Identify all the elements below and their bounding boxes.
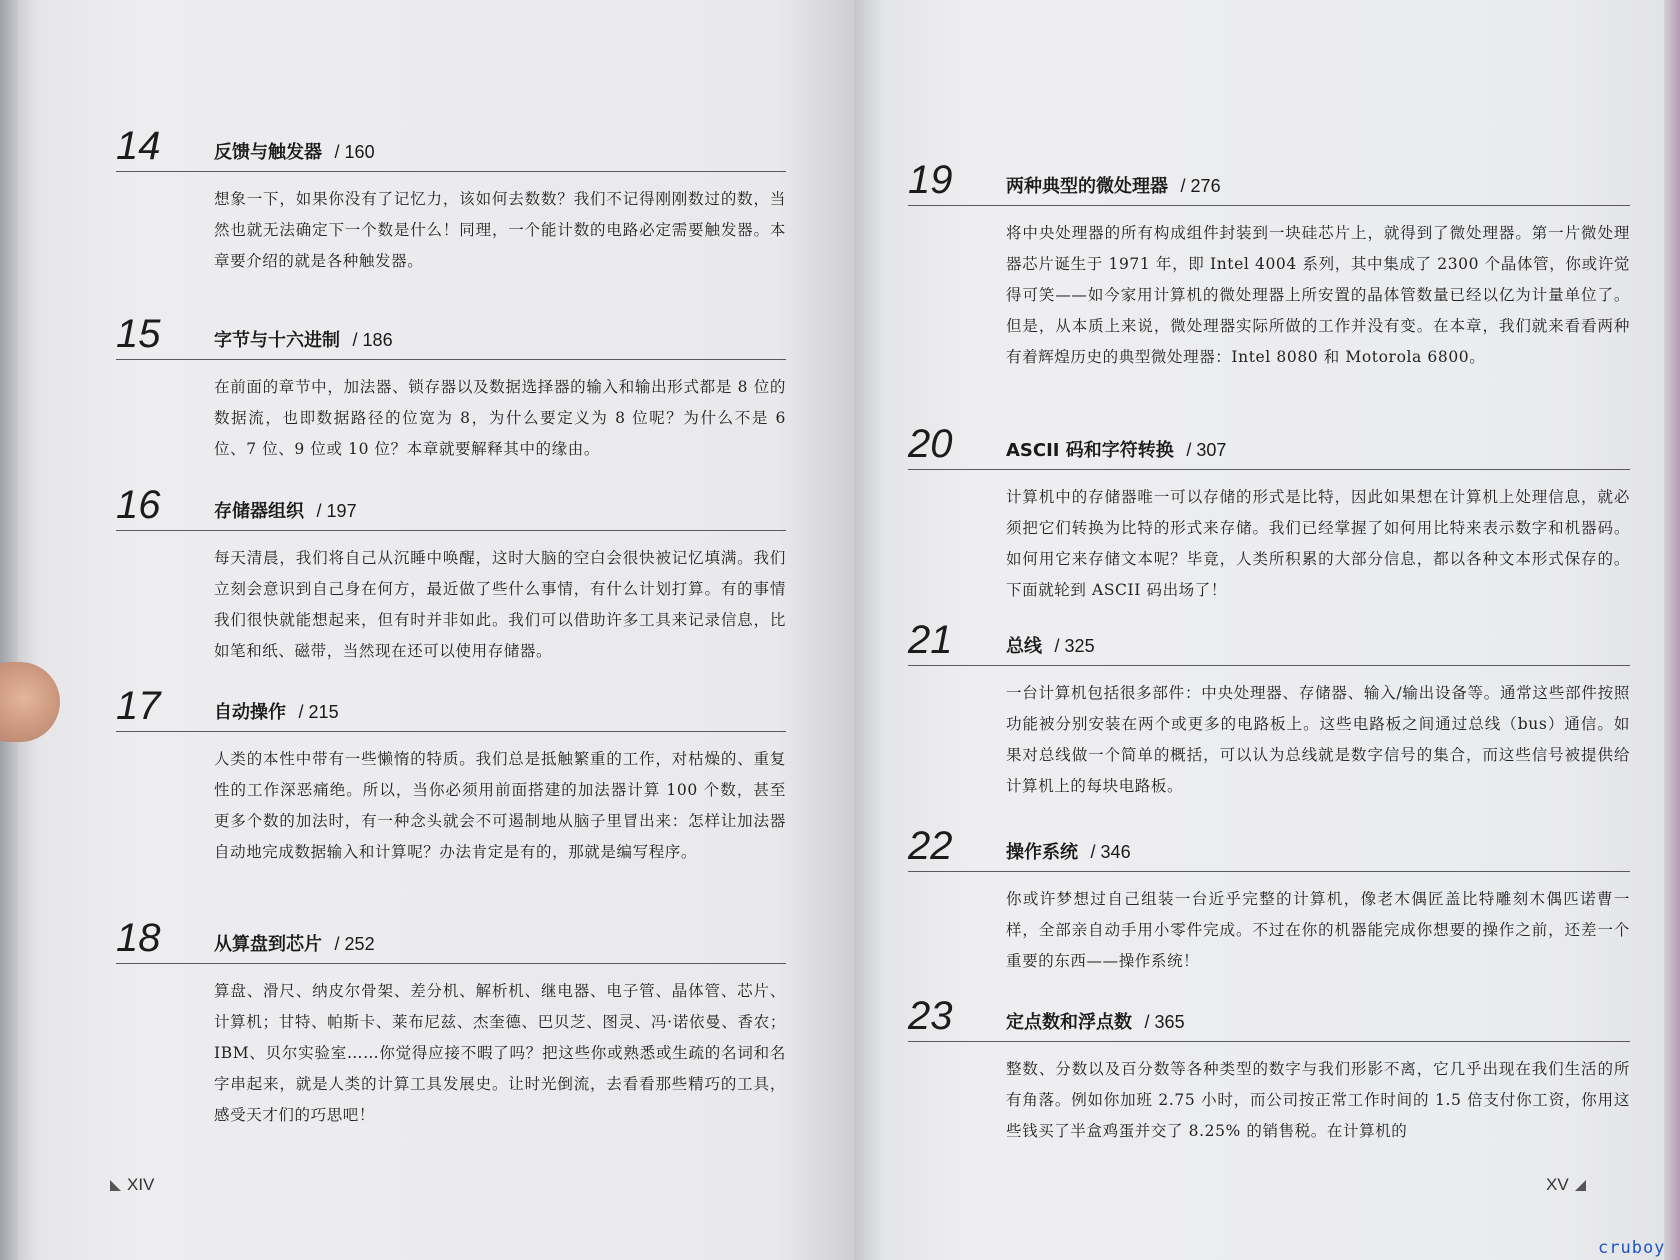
chapter-summary: 每天清晨，我们将自己从沉睡中唤醒，这时大脑的空白会很快被记忆填满。我们立刻会意识到自己身在何方，最近做了些什么事情，有什么计划打算。有的事情我们很快就能想起来，但有时并非如此。我们可以借助许多工具来记录信息，比如笔和纸、磁带，当然现在还可以使用存储器。 [214, 549, 786, 660]
heading-rule [908, 665, 1630, 666]
triangle-marker-icon [1575, 1180, 1586, 1191]
chapter-number: 19 [908, 158, 953, 202]
chapter-number: 16 [116, 483, 161, 527]
chapter-title: 字节与十六进制 / 186 [214, 330, 393, 351]
chapter-page: / 197 [316, 501, 357, 521]
chapter-title: 操作系统 / 346 [1006, 842, 1131, 863]
chapter-summary: 算盘、滑尺、纳皮尔骨架、差分机、解析机、继电器、电子管、晶体管、芯片、计算机；甘特、帕斯卡、莱布尼兹、杰奎德、巴贝芝、图灵、冯·诺依曼、香农；IBM、贝尔实验室……你觉得应接不暇了吗？把这些你或熟悉或生疏的名词和名字串起来，就是人类的计算工具发展史。让时光倒流，去看看那些精巧的工具，感受天才们的巧思吧！ [214, 982, 786, 1124]
chapter-heading [908, 996, 1630, 1042]
chapter-page: / 252 [334, 934, 375, 954]
chapter-page: / 186 [352, 330, 393, 350]
chapter-heading [116, 918, 786, 964]
left-page [18, 0, 854, 1260]
heading-rule [908, 469, 1630, 470]
heading-rule [908, 205, 1630, 206]
chapter-title: 总线 / 325 [1006, 636, 1095, 657]
chapter-heading [908, 620, 1630, 666]
heading-rule [116, 731, 786, 732]
chapter-title: 反馈与触发器 / 160 [214, 142, 375, 163]
chapter-entry-14 [116, 126, 786, 277]
chapter-summary: 计算机中的存储器唯一可以存储的形式是比特，因此如果想在计算机上处理信息，就必须把它们转换为比特的形式来存储。我们已经掌握了如何用比特来表示数字和机器码。如何用它来存储文本呢？毕竟，人类所积累的大部分信息，都以各种文本形式保存的。下面就轮到 ASCII 码出场了！ [1006, 488, 1630, 599]
chapter-heading [116, 314, 786, 360]
chapter-page: / 215 [298, 702, 339, 722]
chapter-heading [116, 485, 786, 531]
page-folio-right: XV [1546, 1175, 1586, 1195]
chapter-title: 自动操作 / 215 [214, 702, 339, 723]
chapter-title: ASCII 码和字符转换 / 307 [1006, 440, 1227, 461]
chapter-summary: 将中央处理器的所有构成组件封装到一块硅芯片上，就得到了微处理器。第一片微处理器芯片诞生于 1971 年，即 Intel 4004 系列，其中集成了 2300 个晶体管，你或许觉得可笑——如今家用计算机的微处理器上所安置的晶体管数量已经以亿为计量单位了。但是，从本质上来说，微处理器实际所做的工作并没有变。在本章，我们就来看看两种有着辉煌历史的典型微处理器：Intel 8080 和 Motorola 6800。 [1006, 224, 1630, 366]
chapter-title: 存储器组织 / 197 [214, 501, 357, 522]
chapter-title: 两种典型的微处理器 / 276 [1006, 176, 1221, 197]
heading-rule [908, 871, 1630, 872]
chapter-title: 从算盘到芯片 / 252 [214, 934, 375, 955]
heading-rule [116, 530, 786, 531]
chapter-summary: 想象一下，如果你没有了记忆力，该如何去数数？我们不记得刚刚数过的数，当然也就无法确定下一个数是什么！同理，一个能计数的电路必定需要触发器。本章要介绍的就是各种触发器。 [214, 190, 786, 270]
heading-rule [116, 171, 786, 172]
heading-rule [908, 1041, 1630, 1042]
chapter-heading [908, 160, 1630, 206]
chapter-heading [908, 424, 1630, 470]
chapter-number: 22 [908, 824, 953, 868]
chapter-number: 14 [116, 124, 161, 168]
heading-rule [116, 359, 786, 360]
book-page-edges-right [1664, 0, 1680, 1260]
page-folio-left: XIV [110, 1175, 154, 1195]
chapter-entry-15 [116, 314, 786, 465]
chapter-page: / 307 [1186, 440, 1227, 460]
book-page-edges-left [0, 0, 18, 1260]
chapter-number: 23 [908, 994, 953, 1038]
chapter-entry-16 [116, 485, 786, 667]
chapter-entry-18 [116, 918, 786, 1131]
chapter-entry-17 [116, 686, 786, 868]
chapter-summary: 在前面的章节中，加法器、锁存器以及数据选择器的输入和输出形式都是 8 位的数据流，也即数据路径的位宽为 8，为什么要定义为 8 位呢？为什么不是 6 位、7 位、9 位或 10 位？本章就要解释其中的缘由。 [214, 378, 786, 458]
chapter-page: / 276 [1180, 176, 1221, 196]
watermark: cruboy [1598, 1238, 1666, 1258]
heading-rule [116, 963, 786, 964]
chapter-entry-20 [908, 424, 1630, 606]
chapter-page: / 346 [1090, 842, 1131, 862]
chapter-number: 18 [116, 916, 161, 960]
chapter-title: 定点数和浮点数 / 365 [1006, 1012, 1185, 1033]
chapter-summary: 一台计算机包括很多部件：中央处理器、存储器、输入/输出设备等。通常这些部件按照功能被分别安装在两个或更多的电路板上。这些电路板之间通过总线（bus）通信。如果对总线做一个简单的概括，可以认为总线就是数字信号的集合，而这些信号被提供给计算机上的每块电路板。 [1006, 684, 1630, 795]
chapter-page: / 325 [1054, 636, 1095, 656]
triangle-marker-icon [110, 1180, 121, 1191]
chapter-summary: 人类的本性中带有一些懒惰的特质。我们总是抵触繁重的工作，对枯燥的、重复性的工作深恶痛绝。所以，当你必须用前面搭建的加法器计算 100 个数，甚至更多个数的加法时，有一种念头就会不可遏制地从脑子里冒出来：怎样让加法器自动地完成数据输入和计算呢？办法肯定是有的，那就是编写程序。 [214, 750, 786, 861]
chapter-summary: 你或许梦想过自己组装一台近乎完整的计算机，像老木偶匠盖比特雕刻木偶匹诺曹一样，全部亲自动手用小零件完成。不过在你的机器能完成你想要的操作之前，还差一个重要的东西——操作系统！ [1006, 890, 1630, 970]
chapter-entry-22 [908, 826, 1630, 977]
right-page [854, 0, 1664, 1260]
chapter-number: 17 [116, 684, 161, 728]
chapter-heading [908, 826, 1630, 872]
chapter-entry-19 [908, 160, 1630, 373]
chapter-page: / 160 [334, 142, 375, 162]
chapter-entry-23 [908, 996, 1630, 1147]
chapter-entry-21 [908, 620, 1630, 802]
chapter-heading [116, 126, 786, 172]
chapter-summary: 整数、分数以及百分数等各种类型的数字与我们形影不离，它几乎出现在我们生活的所有角落。例如你加班 2.75 小时，而公司按正常工作时间的 1.5 倍支付你工资，你用这些钱买了半盒鸡蛋并交了 8.25% 的销售税。在计算机的 [1006, 1060, 1630, 1140]
chapter-number: 21 [908, 618, 953, 662]
chapter-number: 20 [908, 422, 953, 466]
chapter-heading [116, 686, 786, 732]
chapter-number: 15 [116, 312, 161, 356]
chapter-page: / 365 [1144, 1012, 1185, 1032]
